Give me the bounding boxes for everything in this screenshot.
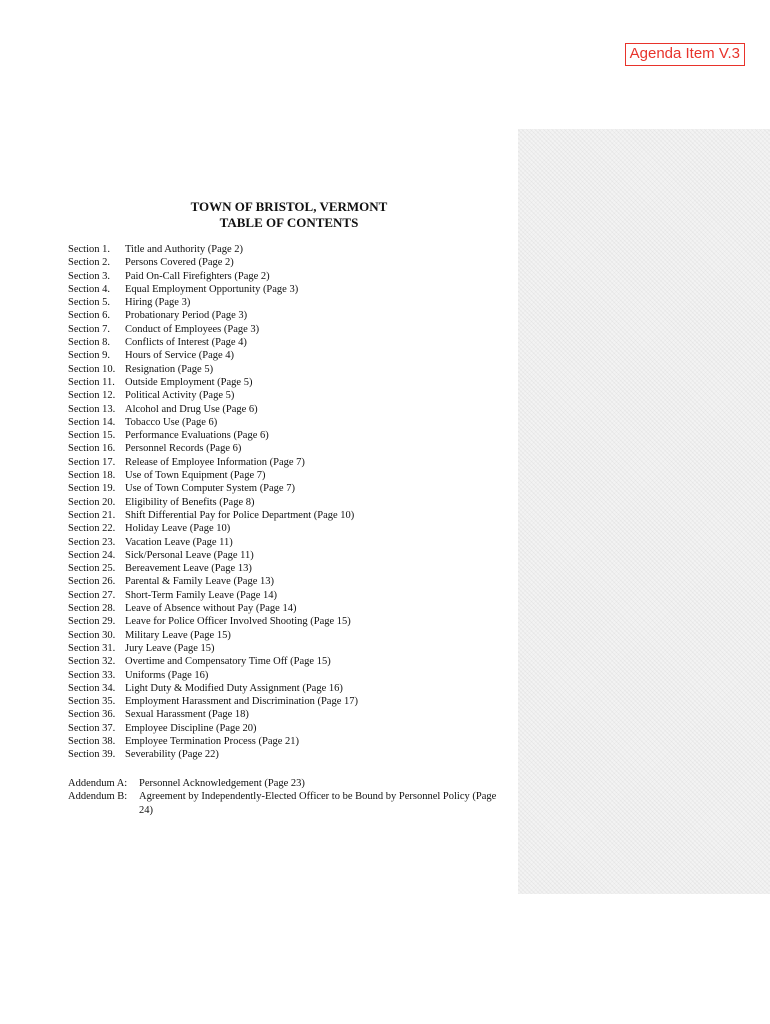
toc-entry-number: Section 32. xyxy=(68,656,116,668)
toc-entry xyxy=(68,416,508,429)
toc-entry xyxy=(68,695,508,708)
toc-entry-title: Personnel Records (Page 6) xyxy=(125,443,242,455)
toc-entry xyxy=(68,376,508,389)
toc-entry xyxy=(68,323,508,336)
toc-entry-number: Section 36. xyxy=(68,709,116,721)
toc-entry-title: Hours of Service (Page 4) xyxy=(125,350,235,362)
toc-entry-number: Section 6. xyxy=(68,310,110,322)
toc-entry-title: Light Duty & Modified Duty Assignment (Page 16) xyxy=(125,682,343,694)
addendum-entry xyxy=(68,777,513,790)
toc-entry xyxy=(68,642,508,655)
toc-entry-title: Hiring (Page 3) xyxy=(125,297,191,309)
addendum-entry-number: Addendum B: xyxy=(68,791,128,803)
toc-entry xyxy=(68,748,508,761)
addendum-entry xyxy=(68,790,513,817)
toc-entry-number: Section 37. xyxy=(68,722,116,734)
addendum-entry-number: Addendum A: xyxy=(68,778,128,789)
addendum-entry-title: Agreement by Independently-Elected Officer to be Bound by Personnel Policy (Page 24) xyxy=(139,791,497,816)
toc-entry-number: Section 18. xyxy=(68,470,116,482)
toc-entry-number: Section 39. xyxy=(68,749,116,761)
toc-entry xyxy=(68,442,508,455)
toc-entry-number: Section 34. xyxy=(68,682,116,694)
toc-entry-number: Section 27. xyxy=(68,589,116,601)
toc-entry xyxy=(68,389,508,402)
toc-entry-number: Section 3. xyxy=(68,270,110,282)
toc-entry xyxy=(68,363,508,376)
toc-entry-title: Sick/Personal Leave (Page 11) xyxy=(125,549,254,561)
toc-entry-title: Holiday Leave (Page 10) xyxy=(125,523,231,535)
toc-entry xyxy=(68,403,508,416)
toc-entry-title: Employee Termination Process (Page 21) xyxy=(125,735,300,747)
toc-entry-title: Alcohol and Drug Use (Page 6) xyxy=(125,403,258,415)
toc-entry-title: Leave for Police Officer Involved Shooting (Page 15) xyxy=(125,616,351,628)
toc-entry-title: Eligibility of Benefits (Page 8) xyxy=(125,496,255,508)
toc-entry xyxy=(68,655,508,668)
toc-entry-number: Section 31. xyxy=(68,642,116,654)
toc-entry-number: Section 16. xyxy=(68,443,116,455)
addenda-list xyxy=(68,777,513,817)
toc-entry-number: Section 9. xyxy=(68,350,110,362)
toc-entry-title: Uniforms (Page 16) xyxy=(125,669,209,681)
toc-entry xyxy=(68,243,508,256)
toc-entry-title: Sexual Harassment (Page 18) xyxy=(125,709,249,721)
toc-entry-number: Section 25. xyxy=(68,563,116,575)
toc-entry-number: Section 4. xyxy=(68,283,110,295)
toc-entry-number: Section 12. xyxy=(68,390,116,402)
toc-entry xyxy=(68,629,508,642)
toc-entry-title: Employee Discipline (Page 20) xyxy=(125,722,257,734)
toc-entry-title: Probationary Period (Page 3) xyxy=(125,310,248,322)
toc-entry-title: Persons Covered (Page 2) xyxy=(125,257,234,269)
toc-entry xyxy=(68,562,508,575)
toc-entry-title: Vacation Leave (Page 11) xyxy=(125,536,233,548)
toc-entry-title: Tobacco Use (Page 6) xyxy=(125,416,218,428)
toc-entry xyxy=(68,256,508,269)
toc-entry-number: Section 23. xyxy=(68,536,116,548)
toc-entry-title: Jury Leave (Page 15) xyxy=(125,642,215,654)
toc-entry-number: Section 15. xyxy=(68,430,116,442)
toc-entry-number: Section 13. xyxy=(68,403,116,415)
toc-entry-number: Section 10. xyxy=(68,363,116,375)
toc-entry-number: Section 14. xyxy=(68,416,116,428)
toc-entry-number: Section 11. xyxy=(68,376,115,388)
toc-entry xyxy=(68,722,508,735)
toc-entry xyxy=(68,429,508,442)
addendum-entry-title: Personnel Acknowledgement (Page 23) xyxy=(139,778,305,789)
toc-entry-number: Section 30. xyxy=(68,629,116,641)
toc-entry-title: Military Leave (Page 15) xyxy=(125,629,231,641)
toc-entry-title: Use of Town Equipment (Page 7) xyxy=(125,470,266,482)
toc-entry-title: Performance Evaluations (Page 6) xyxy=(125,430,269,442)
toc-entry-number: Section 35. xyxy=(68,696,116,708)
toc-entry xyxy=(68,549,508,562)
toc-entry xyxy=(68,735,508,748)
toc-entry-number: Section 22. xyxy=(68,523,116,535)
toc-entry xyxy=(68,536,508,549)
toc-entry xyxy=(68,589,508,602)
toc-entry xyxy=(68,682,508,695)
toc-entry-number: Section 28. xyxy=(68,603,116,615)
toc-entry xyxy=(68,669,508,682)
toc-entry-title: Release of Employee Information (Page 7) xyxy=(125,456,305,468)
document-subtitle: TABLE OF CONTENTS xyxy=(219,215,359,230)
toc-entry-title: Title and Authority (Page 2) xyxy=(125,244,244,255)
toc-entry-title: Overtime and Compensatory Time Off (Page 15) xyxy=(125,656,331,668)
toc-entry xyxy=(68,575,508,588)
toc-entry-title: Equal Employment Opportunity (Page 3) xyxy=(125,283,299,295)
toc-entry-number: Section 17. xyxy=(68,456,116,468)
toc-entry-title: Bereavement Leave (Page 13) xyxy=(125,563,252,575)
toc-entry-title: Conduct of Employees (Page 3) xyxy=(125,323,260,335)
toc-entry-number: Section 19. xyxy=(68,483,116,495)
toc-entry-title: Outside Employment (Page 5) xyxy=(125,376,253,388)
toc-entry-title: Parental & Family Leave (Page 13) xyxy=(125,576,274,588)
toc-entry-title: Paid On-Call Firefighters (Page 2) xyxy=(125,270,270,282)
comment-margin-pane xyxy=(518,129,770,894)
document-title: TOWN OF BRISTOL, VERMONT xyxy=(190,199,388,214)
toc-entry-title: Resignation (Page 5) xyxy=(125,363,214,375)
toc-entry xyxy=(68,336,508,349)
toc-entry xyxy=(68,283,508,296)
toc-entry-number: Section 21. xyxy=(68,509,116,521)
toc-entry xyxy=(68,602,508,615)
toc-entry xyxy=(68,496,508,509)
toc-entry-number: Section 2. xyxy=(68,257,110,269)
toc-entry xyxy=(68,509,508,522)
table-of-contents xyxy=(68,243,508,762)
toc-entry-number: Section 38. xyxy=(68,735,116,747)
toc-entry xyxy=(68,469,508,482)
toc-entry xyxy=(68,522,508,535)
toc-entry-number: Section 7. xyxy=(68,323,110,335)
toc-entry xyxy=(68,482,508,495)
toc-entry xyxy=(68,456,508,469)
toc-entry xyxy=(68,615,508,628)
toc-entry-number: Section 5. xyxy=(68,297,110,309)
toc-entry-title: Severability (Page 22) xyxy=(125,749,219,761)
toc-entry xyxy=(68,270,508,283)
toc-entry-number: Section 33. xyxy=(68,669,116,681)
toc-entry xyxy=(68,349,508,362)
toc-entry-title: Employment Harassment and Discrimination (Page 17) xyxy=(125,696,358,708)
agenda-item-stamp: Agenda Item V.3 xyxy=(625,43,745,66)
toc-entry-title: Shift Differential Pay for Police Department (Page 10) xyxy=(125,509,355,521)
toc-entry xyxy=(68,708,508,721)
toc-entry-number: Section 24. xyxy=(68,549,116,561)
toc-entry-title: Use of Town Computer System (Page 7) xyxy=(125,483,295,495)
toc-entry-title: Leave of Absence without Pay (Page 14) xyxy=(125,603,297,615)
toc-entry-title: Conflicts of Interest (Page 4) xyxy=(125,337,247,349)
toc-entry-number: Section 20. xyxy=(68,496,116,508)
toc-entry-title: Short-Term Family Leave (Page 14) xyxy=(125,589,278,601)
toc-entry xyxy=(68,296,508,309)
toc-entry-number: Section 1. xyxy=(68,244,110,255)
toc-entry-number: Section 8. xyxy=(68,337,110,349)
toc-entry xyxy=(68,309,508,322)
toc-entry-number: Section 29. xyxy=(68,616,116,628)
toc-entry-number: Section 26. xyxy=(68,576,116,588)
toc-entry-title: Political Activity (Page 5) xyxy=(125,390,235,402)
